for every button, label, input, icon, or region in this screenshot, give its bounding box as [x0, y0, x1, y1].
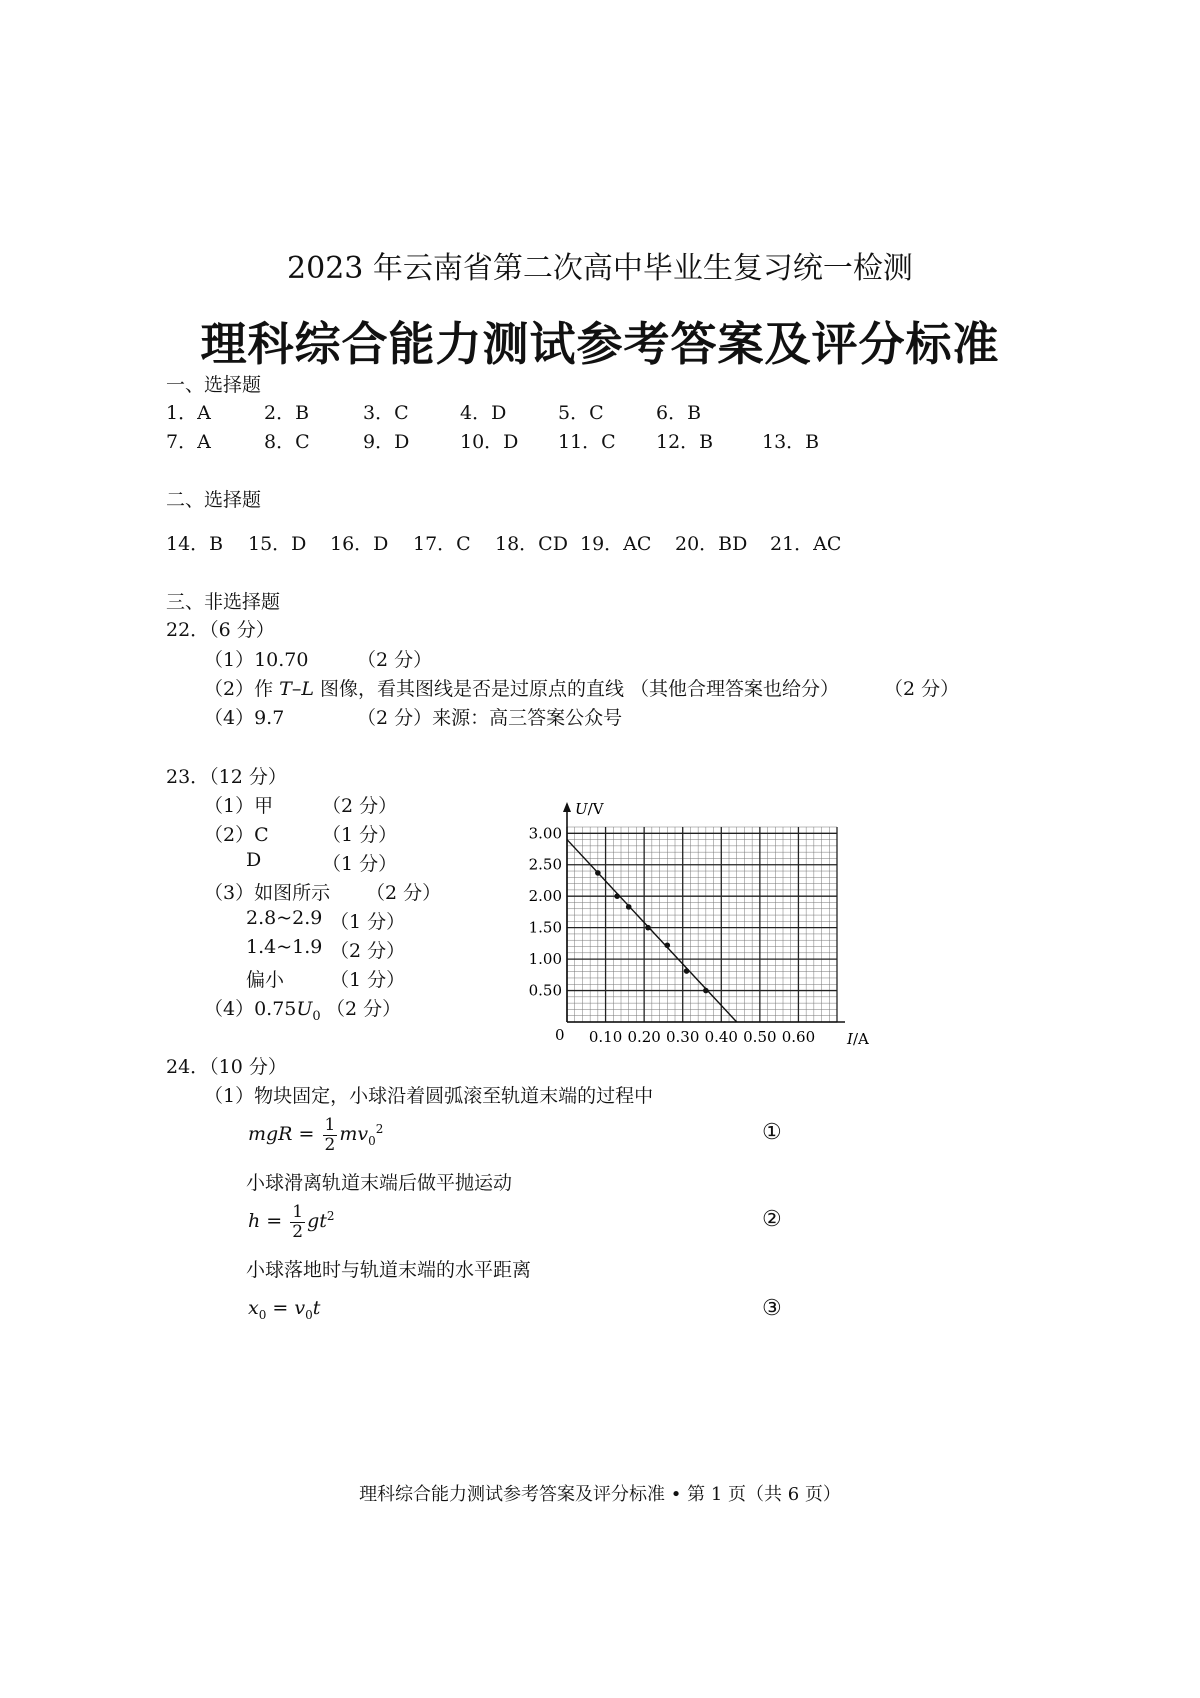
dash: – [291, 678, 302, 700]
q23-line-score: （2 分） [322, 795, 398, 817]
q23-line-answer: D [246, 849, 262, 871]
section2-heading: 二、选择题 [166, 489, 262, 511]
q23-line-answer: 偏小 [246, 969, 285, 991]
eq2-rhs: gt [307, 1210, 327, 1233]
data-point [614, 893, 620, 899]
answer-item: 9．D [363, 431, 410, 453]
q22-line3-answer: （4）9.7 [204, 707, 285, 729]
q24-text3: 小球落地时与轨道末端的水平距离 [246, 1259, 532, 1281]
answer-item: 15．D [248, 533, 307, 555]
answer-item: 13．B [762, 431, 820, 453]
data-point [703, 988, 709, 994]
answer-item: 7．A [166, 431, 211, 453]
x-tick-label: 0.60 [781, 1028, 816, 1046]
q23-line-answer: （3）如图所示 [204, 882, 331, 904]
frac-den: 2 [324, 1134, 336, 1155]
x-axis-unit: /A [852, 1030, 869, 1048]
q23-line-score: （1 分） [322, 853, 398, 875]
sub: 0 [368, 1133, 376, 1148]
answer-item: 21．AC [770, 533, 842, 555]
y-axis-var: U [575, 800, 588, 818]
answer-item: 20．BD [675, 533, 748, 555]
q23-line-answer: （1）甲 [204, 795, 274, 817]
y-tick-label: 1.50 [528, 918, 562, 937]
eq1-lhs: mgR = [248, 1123, 315, 1146]
sub-0: 0 [312, 1008, 321, 1024]
eq1-rhs: mv [339, 1123, 369, 1146]
sub: 0 [305, 1307, 313, 1322]
q24-eq3 [248, 1297, 320, 1322]
answer-item: 19．AC [580, 533, 652, 555]
q22-title: 22．（6 分） [166, 619, 275, 641]
y-axis-unit: /V [587, 800, 604, 818]
x-axis-label [846, 1030, 869, 1048]
x-tick-label: 0.20 [627, 1028, 661, 1046]
frac-den: 2 [292, 1221, 304, 1242]
var-T: T [279, 678, 292, 700]
sup: 2 [326, 1208, 335, 1223]
q23-line-answer: （2）C [204, 824, 269, 846]
x-tick-label: 0.50 [743, 1028, 777, 1046]
grid-minor [567, 827, 837, 1022]
y-tick-label: 3.00 [528, 824, 562, 843]
var-U: U [296, 998, 313, 1020]
x-tick-label: 0.10 [588, 1028, 623, 1046]
x-tick-label: 0.40 [704, 1028, 738, 1046]
fraction [323, 1116, 338, 1154]
q24-eq1 [248, 1116, 383, 1154]
q22-line1-score: （2 分） [357, 649, 433, 671]
answer-item: 4．D [460, 402, 507, 424]
y-tick-label: 1.00 [528, 950, 562, 969]
y-tick-label: 2.50 [528, 855, 562, 874]
q23-line-answer: 2.8~2.9 [246, 907, 323, 929]
eq3-eq: = [272, 1297, 289, 1319]
q24-eq2 [248, 1203, 335, 1241]
answer-item: 17．C [413, 533, 471, 555]
x-axis-var: I [847, 1030, 853, 1048]
y-tick-label: 2.00 [528, 887, 562, 906]
grid-major [567, 827, 837, 1022]
page-subtitle: 2023 年云南省第二次高中毕业生复习统一检测 [287, 251, 913, 286]
q23-line-score: （1 分） [322, 824, 398, 846]
answer-item: 6．B [656, 402, 702, 424]
page-footer: 理科综合能力测试参考答案及评分标准 • 第 1 页（共 6 页） [359, 1484, 841, 1505]
eq3-x: x [248, 1297, 259, 1319]
q23-line-score: （2 分） [366, 882, 442, 904]
data-point [664, 942, 670, 948]
q22-line2-text: 图像，看其图线是否是过原点的直线 （其他合理答案也给分） [320, 678, 840, 700]
data-point [595, 870, 601, 876]
sup: 2 [375, 1121, 384, 1136]
data-point [626, 904, 632, 910]
eq2-lhs: h = [248, 1210, 283, 1233]
section3-heading: 三、非选择题 [166, 591, 281, 613]
eq2-mark: ② [762, 1207, 782, 1232]
x-tick-label: 0.30 [666, 1028, 700, 1046]
answer-item: 3．C [363, 402, 409, 424]
data-point [684, 968, 690, 974]
frac-num: 1 [324, 1115, 336, 1135]
y-tick-label: 0.50 [528, 981, 562, 1000]
q23-line8-prefix: （4）0.75 [204, 998, 297, 1020]
eq3-t: t [312, 1297, 321, 1319]
q24-intro: （1）物块固定，小球沿着圆弧滚至轨道末端的过程中 [204, 1085, 654, 1107]
data-point [645, 925, 651, 931]
q23-line8-score: （2 分） [326, 998, 402, 1020]
answer-item: 18．CD [495, 533, 568, 555]
frac-num: 1 [292, 1202, 304, 1222]
answer-item: 11．C [558, 431, 616, 453]
q22-line2-score: （2 分） [884, 678, 960, 700]
eq3-mark: ③ [762, 1296, 782, 1321]
section1-heading: 一、选择题 [166, 374, 262, 396]
answer-item: 8．C [264, 431, 310, 453]
fraction [290, 1203, 305, 1241]
q23-title: 23．（12 分） [166, 766, 287, 788]
q23-line-score: （1 分） [330, 969, 406, 991]
eq1-mark: ① [762, 1120, 782, 1145]
q22-line2-prefix: （2）作 [204, 678, 274, 700]
answer-item: 10．D [460, 431, 519, 453]
q23-line8-answer [204, 994, 321, 1024]
q22-line1-answer: （1）10.70 [204, 649, 309, 671]
q23-line-score: （1 分） [330, 911, 406, 933]
y-axis-label [575, 800, 605, 818]
origin-label: 0 [555, 1026, 565, 1044]
var-L: L [301, 678, 314, 700]
q22-line2-answer [204, 674, 839, 701]
page-title: 理科综合能力测试参考答案及评分标准 [200, 317, 1000, 371]
eq3-v: v [294, 1297, 306, 1319]
answer-item: 12．B [656, 431, 714, 453]
answer-item: 5．C [558, 402, 604, 424]
tick-labels [529, 824, 816, 1046]
q24-text2: 小球滑离轨道末端后做平抛运动 [246, 1172, 513, 1194]
answer-item: 2．B [264, 402, 310, 424]
answer-item: 16．D [330, 533, 389, 555]
answer-item: 14．B [166, 533, 224, 555]
sub: 0 [258, 1307, 267, 1322]
q22-line3-score: （2 分）来源：高三答案公众号 [357, 707, 623, 729]
q23-line-answer: 1.4~1.9 [246, 936, 323, 958]
answer-item: 1．A [166, 402, 211, 424]
y-axis-arrow [563, 802, 571, 812]
q24-title: 24．（10 分） [166, 1056, 287, 1078]
q23-line-score: （2 分） [330, 940, 406, 962]
